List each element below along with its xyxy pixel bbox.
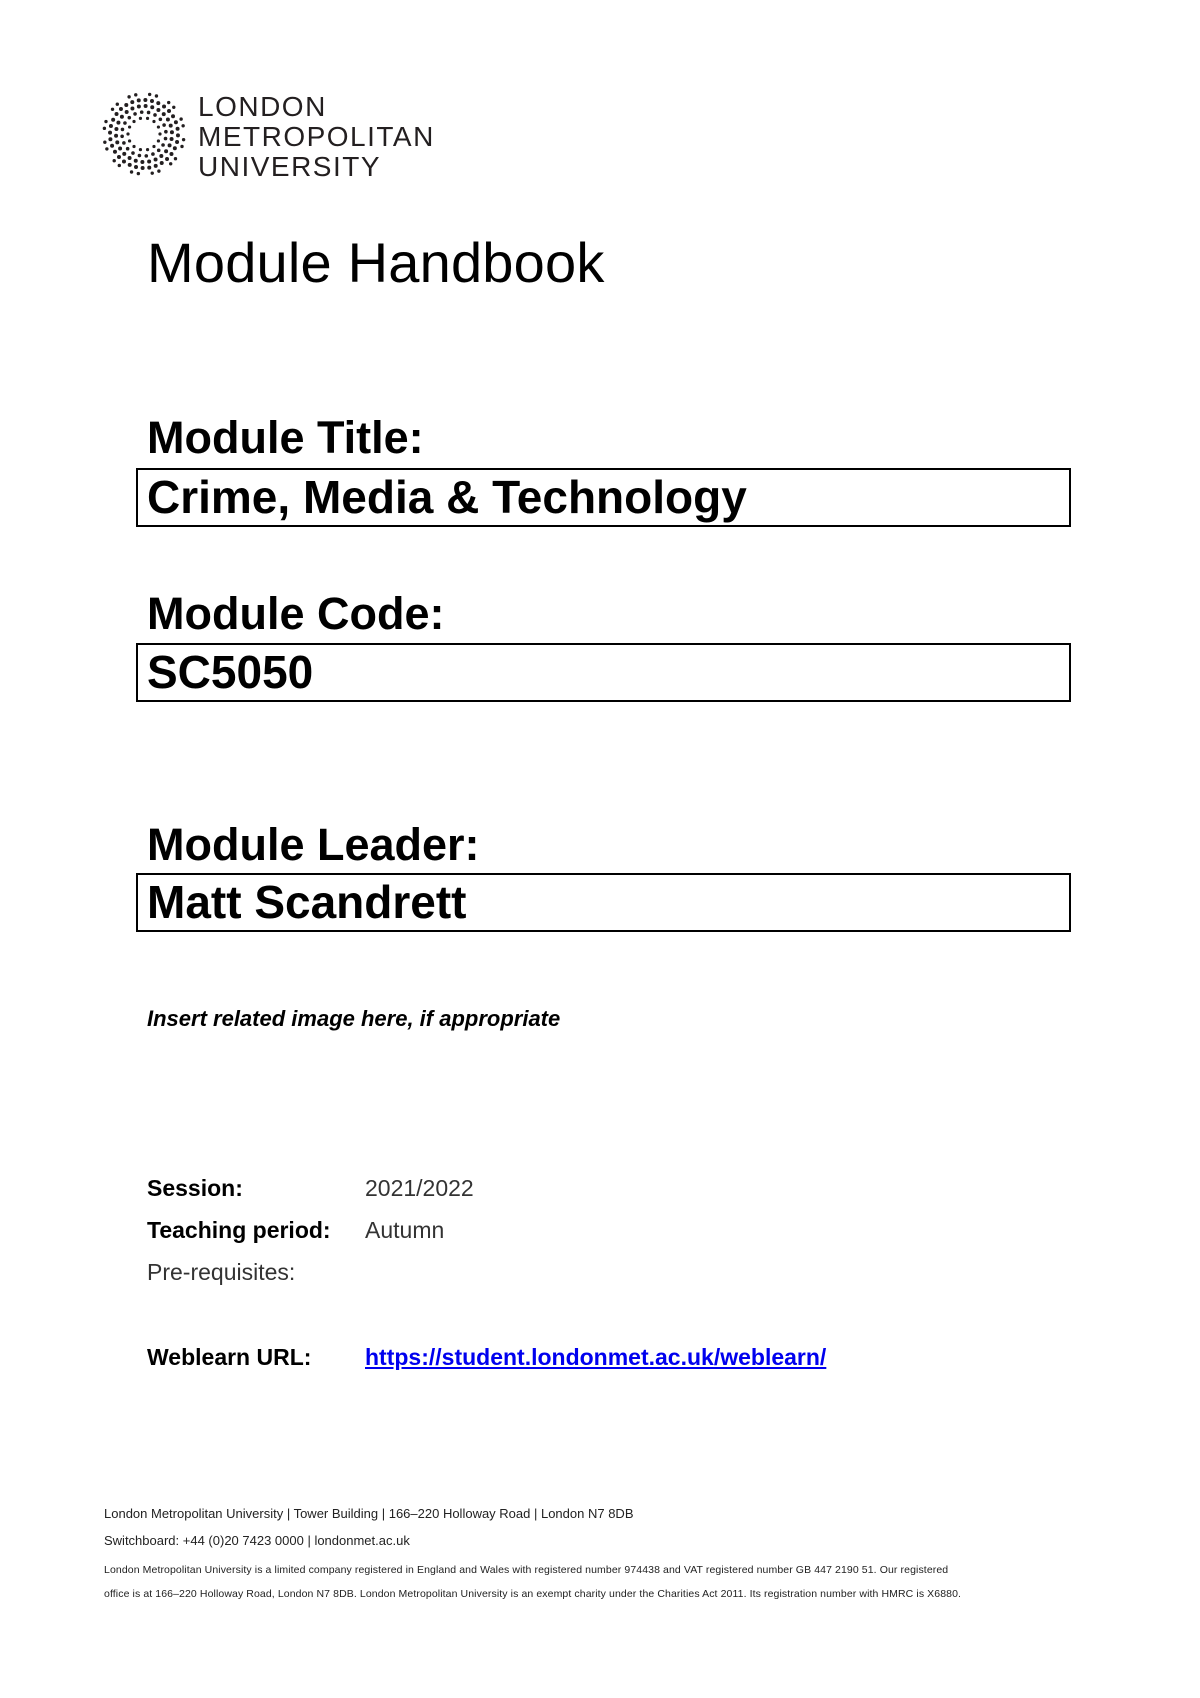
logo-dot <box>169 152 173 156</box>
prerequisites-label: Pre-requisites: <box>147 1259 296 1285</box>
logo-dot <box>124 103 128 107</box>
logo-dot <box>128 139 131 142</box>
university-logo <box>98 88 458 184</box>
logo-dot <box>147 166 151 170</box>
logo-dot <box>133 112 137 116</box>
logo-dot <box>128 163 132 167</box>
logo-dot <box>118 164 121 167</box>
logo-dot <box>161 143 165 147</box>
logo-dot <box>166 117 170 121</box>
weblearn-link[interactable]: https://student.londonmet.ac.uk/weblearn/ <box>365 1344 827 1370</box>
logo-dot <box>114 134 118 138</box>
logo-dot <box>137 104 141 108</box>
logo-dot <box>176 127 180 131</box>
logo-dot <box>132 145 135 148</box>
logo-dot <box>169 162 172 165</box>
logo-dot <box>158 132 161 135</box>
logo-dot <box>159 154 163 158</box>
logo-dot <box>118 147 122 151</box>
logo-dot <box>131 151 135 155</box>
logo-dot <box>120 134 124 138</box>
logo-dot <box>111 118 115 122</box>
logo-dot <box>117 155 121 159</box>
logo-dot <box>143 98 147 102</box>
weblearn-label: Weblearn URL: <box>147 1344 312 1370</box>
logo-dot <box>179 117 182 120</box>
logo-dot <box>164 137 168 141</box>
document-title: Module Handbook <box>147 231 605 294</box>
logo-dot <box>173 146 177 150</box>
logo-dot <box>127 116 131 120</box>
logo-dot <box>130 170 133 173</box>
logo-line-1: LONDON <box>198 91 327 122</box>
logo-dot <box>146 148 149 151</box>
logo-dot <box>152 145 155 148</box>
logo-dot <box>144 104 148 108</box>
logo-dot <box>151 171 154 174</box>
logo-dot <box>157 125 160 128</box>
logo-dot <box>180 145 183 148</box>
module-title-field <box>136 468 1071 527</box>
logo-dot <box>140 160 144 164</box>
logo-dot <box>134 159 138 163</box>
footer-legal-line-1: London Metropolitan University is a limited company registered in England and Wales with registered number 974438 and VAT registered number GB 447 2190 51. Our registered <box>104 1564 949 1576</box>
logo-dot <box>128 156 132 160</box>
image-placeholder-hint: Insert related image here, if appropriate <box>147 1006 561 1031</box>
logo-dot <box>130 107 134 111</box>
logo-line-2: METROPOLITAN <box>198 121 435 152</box>
logo-dot <box>122 159 126 163</box>
logo-dot <box>168 143 172 147</box>
logo-dot <box>164 149 168 153</box>
logo-dot <box>148 93 151 96</box>
logo-dot <box>172 106 175 109</box>
logo-dot <box>120 115 124 119</box>
logo-dot <box>115 140 119 144</box>
teaching-period-label: Teaching period: <box>147 1217 331 1243</box>
module-title-label: Module Title: <box>147 412 424 463</box>
logo-dot <box>105 147 108 150</box>
logo-dot <box>125 110 129 114</box>
logo-dot <box>174 120 178 124</box>
logo-dot <box>147 111 151 115</box>
logo-dot <box>150 99 154 103</box>
logo-dot <box>174 157 177 160</box>
module-title-value: Crime, Media & Technology <box>147 471 747 523</box>
logo-dot <box>134 165 138 169</box>
logo-dot <box>157 149 161 153</box>
logo-dot <box>138 154 142 158</box>
logo-dot <box>171 114 175 118</box>
logo-dot <box>137 98 141 102</box>
logo-dot <box>113 150 117 154</box>
module-code-field <box>136 643 1071 702</box>
logo-dot <box>122 141 126 145</box>
logo-dot <box>113 159 116 162</box>
footer-legal-line-2: office is at 166–220 Holloway Road, London N7 8DB. London Metropolitan University is an exempt charity under the Charities Act 2011. Its registration number with HMRC is X6880. <box>104 1588 962 1600</box>
logo-dot <box>104 120 107 123</box>
logo-dot <box>155 94 158 97</box>
logo-dot <box>159 117 163 121</box>
logo-dot <box>170 137 174 141</box>
logo-wordmark <box>198 92 435 182</box>
logo-dot <box>154 158 158 162</box>
logo-dot <box>114 127 118 131</box>
logo-dot <box>110 144 114 148</box>
logo-dot <box>170 130 174 134</box>
logo-dot <box>139 117 142 120</box>
logo-dot <box>153 113 157 117</box>
logo-dot <box>126 132 129 135</box>
logo-dot <box>109 124 113 128</box>
logo-dot <box>154 164 158 168</box>
logo-dot <box>126 147 130 151</box>
footer-address: London Metropolitan University | Tower Building | 166–220 Holloway Road | London N7 8DB <box>104 1506 634 1521</box>
logo-dot <box>165 157 169 161</box>
logo-dot <box>169 124 173 128</box>
logo-dot <box>128 125 131 128</box>
logo-dot <box>181 124 184 127</box>
session-value: 2021/2022 <box>365 1175 474 1201</box>
session-row <box>147 1175 474 1202</box>
logo-dot <box>119 107 123 111</box>
logo-dot <box>182 138 185 141</box>
module-leader-field <box>136 873 1071 932</box>
logo-dot <box>150 105 154 109</box>
footer-contact: Switchboard: +44 (0)20 7423 0000 | londonmet.ac.uk <box>104 1533 410 1548</box>
weblearn-row <box>147 1344 826 1371</box>
module-code-value: SC5050 <box>147 646 314 698</box>
logo-dot <box>151 152 155 156</box>
logo-dot <box>147 160 151 164</box>
logo-dot <box>111 108 114 111</box>
logo-dot <box>164 130 168 134</box>
logo-dot <box>167 101 170 104</box>
logo-dot <box>108 131 112 135</box>
module-leader-label: Module Leader: <box>147 819 480 870</box>
logo-dot <box>167 109 171 113</box>
logo-dot <box>157 139 160 142</box>
teaching-period-value: Autumn <box>365 1217 445 1243</box>
logo-dot <box>108 137 112 141</box>
logo-dot <box>122 152 126 156</box>
logo-dot <box>121 128 125 132</box>
logo-dot <box>175 140 179 144</box>
logo-dot <box>162 123 166 127</box>
logo-dot <box>156 101 160 105</box>
logo-dot <box>115 112 119 116</box>
module-leader-value: Matt Scandrett <box>147 876 467 928</box>
logo-dot <box>160 161 164 165</box>
prerequisites-row <box>147 1259 295 1286</box>
logo-dot <box>141 166 145 170</box>
logo-dot <box>157 169 160 172</box>
logo-dot <box>132 120 135 123</box>
logo-dot <box>103 127 106 130</box>
logo-dot <box>162 112 166 116</box>
logo-dot <box>134 93 137 96</box>
logo-dot <box>156 108 160 112</box>
logo-dot <box>116 103 119 106</box>
logo-dot <box>130 100 134 104</box>
logo-line-3: UNIVERSITY <box>198 151 382 182</box>
module-code-label: Module Code: <box>147 588 445 639</box>
logo-dot <box>146 117 149 120</box>
logo-dot <box>137 172 140 175</box>
logo-dot <box>176 133 180 137</box>
teaching-period-row <box>147 1217 444 1244</box>
logo-dot <box>162 105 166 109</box>
logo-dot <box>139 148 142 151</box>
logo-dot <box>127 95 130 98</box>
logo-dot <box>123 121 127 125</box>
starburst-dots-logo-icon <box>98 88 190 180</box>
session-label: Session: <box>147 1175 243 1201</box>
logo-dot <box>116 121 120 125</box>
logo-dot <box>152 120 155 123</box>
logo-dot <box>140 110 144 114</box>
logo-dot <box>144 154 148 158</box>
logo-dot <box>103 141 106 144</box>
